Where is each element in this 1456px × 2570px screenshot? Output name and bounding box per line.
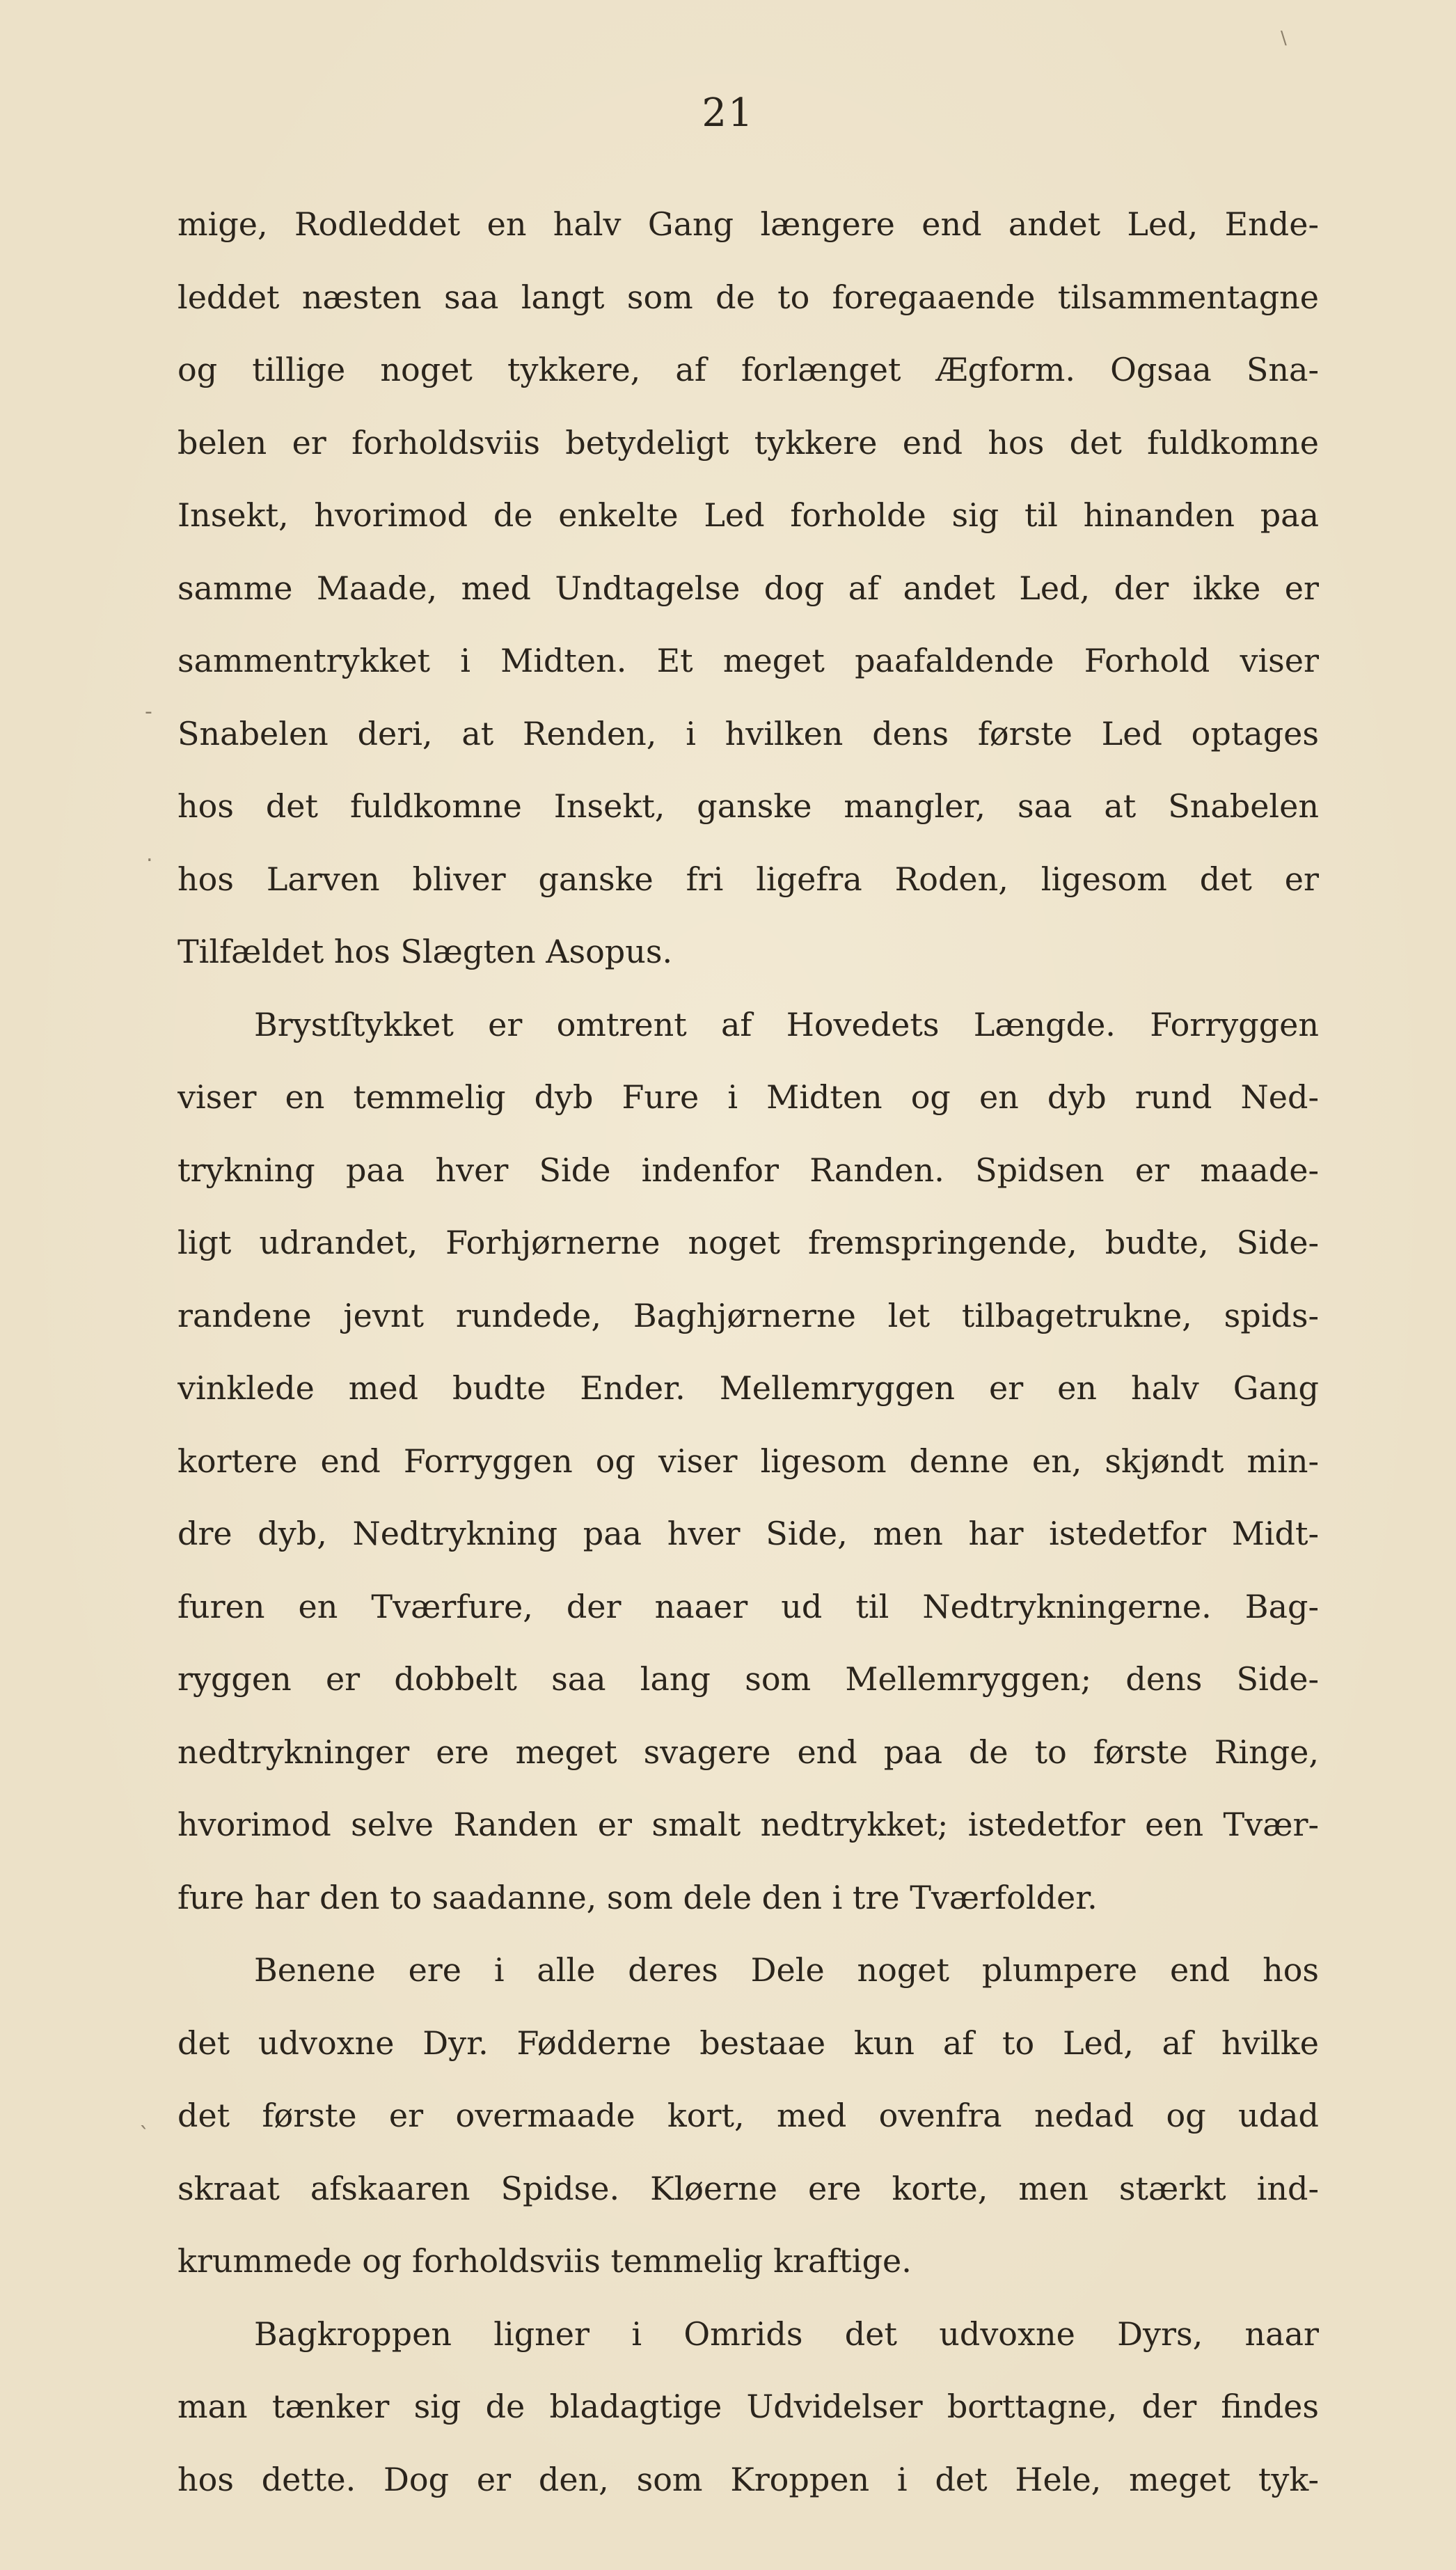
margin-mark: -	[145, 700, 152, 724]
text-line: dre dyb, Nedtrykning paa hver Side, men har istedetfor Midt-	[177, 1515, 1319, 1552]
text-line: furen en Tværfure, der naaer ud til Nedtrykningerne. Bag-	[177, 1587, 1319, 1625]
text-line: randene jevnt rundede, Baghjørnerne let tilbagetrukne, spids-	[177, 1296, 1319, 1334]
text-line: ligt udrandet, Forhjørnerne noget fremspringende, budte, Side-	[177, 1224, 1319, 1261]
text-line: ryggen er dobbelt saa lang som Mellemryggen; dens Side-	[177, 1660, 1319, 1698]
text-line: mige, Rodleddet en halv Gang længere end andet Led, Ende-	[177, 205, 1319, 243]
text-line: fure har den to saadanne, som dele den i tre Tværfolder.	[177, 1878, 1098, 1916]
text-line: hos Larven bliver ganske fri ligefra Roden, ligesom det er	[177, 860, 1319, 898]
margin-mark: \	[1281, 28, 1287, 49]
text-line: kortere end Forryggen og viser ligesom denne en, skjøndt min-	[177, 1442, 1319, 1480]
text-line: hvorimod selve Randen er smalt nedtrykket; istedetfor een Tvær-	[177, 1806, 1319, 1843]
page-number: 21	[702, 90, 754, 136]
text-line: man tænker sig de bladagtige Udvidelser borttagne, der findes	[177, 2388, 1319, 2425]
text-line: Benene ere i alle deres Dele noget plumpere end hos	[254, 1951, 1319, 1989]
text-line: krummede og forholdsviis temmelig kraftige.	[177, 2242, 912, 2280]
text-line: Bagkroppen ligner i Omrids det udvoxne Dyrs, naar	[254, 2315, 1319, 2353]
text-line: trykning paa hver Side indenfor Randen. Spidsen er maade-	[177, 1151, 1319, 1189]
text-line: hos det fuldkomne Insekt, ganske mangler, saa at Snabelen	[177, 787, 1319, 825]
margin-mark: .	[146, 842, 153, 867]
text-line: belen er forholdsviis betydeligt tykkere end hos det fuldkomne	[177, 423, 1319, 462]
text-line: Snabelen deri, at Renden, i hvilken dens første Led optages	[177, 714, 1319, 752]
text-line: Tilfældet hos Slægten Asopus.	[177, 933, 673, 970]
text-line: nedtrykninger ere meget svagere end paa de to første Ringe,	[177, 1733, 1319, 1771]
text-line: Insekt, hvorimod de enkelte Led forholde sig til hinanden paa	[177, 496, 1319, 534]
margin-mark: `	[139, 2123, 150, 2147]
text-line: skraat afskaaren Spidse. Kløerne ere korte, men stærkt ind-	[177, 2169, 1319, 2207]
text-line: viser en temmelig dyb Fure i Midten og en dyb rund Ned-	[177, 1078, 1319, 1116]
text-line: sammentrykket i Midten. Et meget paafaldende Forhold viser	[177, 642, 1319, 679]
text-line: hos dette. Dog er den, som Kroppen i det Hele, meget tyk-	[177, 2460, 1319, 2498]
body-text	[177, 188, 1319, 2516]
text-line: det første er overmaade kort, med ovenfra nedad og udad	[177, 2097, 1319, 2134]
text-line: Brystſtykket er omtrent af Hovedets Længde. Forryggen	[254, 1005, 1319, 1043]
text-line: vinklede med budte Ender. Mellemryggen er en halv Gang	[177, 1369, 1319, 1407]
text-line: samme Maade, med Undtagelse dog af andet Led, der ikke er	[177, 569, 1319, 607]
text-line: leddet næsten saa langt som de to foregaaende tilsammentagne	[177, 278, 1319, 316]
text-line: og tillige noget tykkere, af forlænget Ægform. Ogsaa Sna-	[177, 351, 1319, 388]
text-line: det udvoxne Dyr. Fødderne bestaae kun af to Led, af hvilke	[177, 2024, 1319, 2062]
